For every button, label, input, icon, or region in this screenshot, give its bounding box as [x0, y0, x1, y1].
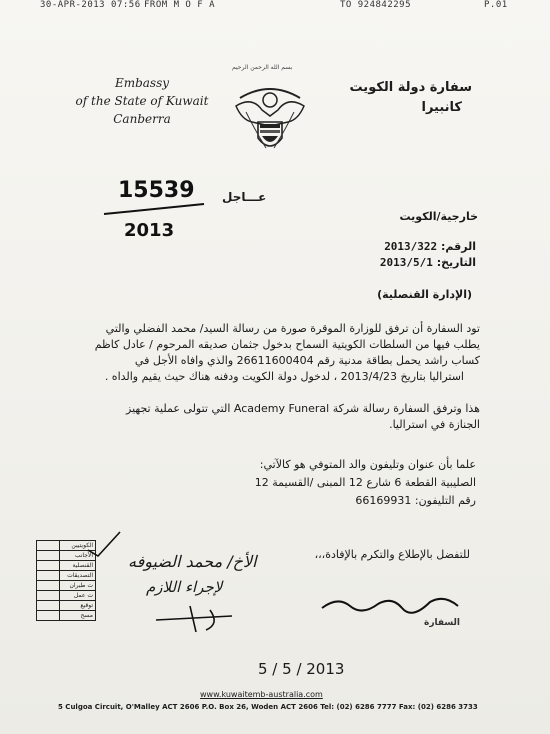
footer-address: 5 Culgoa Circuit, O'Malley ACT 2606 P.O. Box 26, Woden ACT 2606 Tel: (02) 6286 7777 Fax: (02) 6286 3733	[58, 703, 478, 711]
closing: للتفضل بالإطلاع والتكرم بالإفادة،،،	[314, 548, 470, 561]
routing-cell: التصديقات	[60, 571, 96, 581]
routing-cell: مسح	[60, 611, 96, 621]
handwritten-note-line2: لإجراء اللازم	[146, 578, 223, 596]
reference-number-label: الرقم:	[441, 240, 476, 253]
paragraph3-line3: رقم التليفون: 66169931	[355, 494, 476, 507]
handwritten-note-line1: الأخ/ محمد الضيوفه	[128, 552, 257, 571]
kuwait-emblem-icon	[232, 76, 308, 158]
routing-cell: ت طيران	[60, 581, 96, 591]
paragraph2-line1: هذا وترفق السفارة رسالة شركة Academy Funeral التي تتولى عملية تجهيز	[126, 402, 480, 415]
paragraph1-line4: استراليا بتاريخ 2013/4/23 ، لدخول دولة الكويت ودفنه هناك حيث يقيم والداه .	[104, 370, 464, 383]
routing-row	[37, 601, 96, 611]
fax-to: TO 924842295	[340, 0, 412, 10]
signature-text: السفارة	[424, 618, 460, 628]
routing-cell: القنصلية	[60, 561, 96, 571]
routing-row	[37, 571, 96, 581]
tick-mark-icon	[84, 528, 124, 558]
handwritten-bottom-date: 5 / 5 / 2013	[258, 660, 345, 678]
routing-row	[37, 581, 96, 591]
basmala: بسم الله الرحمن الرحيم	[232, 64, 293, 71]
letterhead-english-line1: Embassy	[114, 76, 170, 90]
fax-from: FROM M O F A	[144, 0, 216, 10]
urgent-label: عـــاجل	[222, 190, 267, 204]
handwritten-number-bottom: 2013	[124, 220, 175, 241]
reference-date	[380, 256, 476, 269]
routing-row	[37, 611, 96, 621]
addressee: خارجية/الكويت	[399, 210, 478, 223]
fax-date-time: 30-APR-2013 07:56	[40, 0, 141, 10]
letterhead-english-line3: Canberra	[113, 112, 171, 126]
letterhead-arabic-line1: سفارة دولة الكويت	[349, 80, 472, 95]
paragraph3-line1: علما بأن عنوان وتليفون والد المتوفي هو كالآتي:	[259, 458, 476, 471]
routing-cell: الأجانب	[60, 551, 96, 561]
routing-row	[37, 561, 96, 571]
handwritten-underline	[100, 200, 210, 220]
routing-cell: الكويتيين	[60, 541, 96, 551]
signature-scribble	[318, 590, 468, 618]
reference-number-value: 2013/322	[384, 240, 438, 253]
routing-cell: توقيع	[60, 601, 96, 611]
letterhead-arabic-line2: كانبيرا	[421, 100, 462, 115]
reference-date-value: 2013/5/1	[379, 256, 433, 269]
handwritten-initials	[150, 602, 240, 636]
fax-page: P.01	[484, 0, 508, 10]
department: (الإدارة القنصلية)	[377, 288, 472, 301]
routing-row	[37, 591, 96, 601]
paragraph1-line2: يطلب فيها من السلطات الكويتية السماح بدخول جثمان صديقه المرحوم / عادل كاظم	[94, 338, 480, 351]
paragraph1-line3: كساب راشد يحمل بطاقة مدنية رقم 26611600404 والذي وافاه الأجل في	[134, 354, 480, 367]
footer-url[interactable]: www.kuwaitemb-australia.com	[200, 690, 323, 699]
paragraph1-line1: تود السفارة أن ترفق للوزارة الموقرة صورة من رسالة السيد/ محمد الفضلي والتي	[105, 322, 480, 335]
handwritten-number-top: 15539	[118, 178, 195, 203]
letterhead-arabic	[350, 78, 472, 118]
reference-date-label: التاريخ:	[436, 256, 476, 269]
letterhead-english-line2: of the State of Kuwait	[75, 94, 209, 108]
paragraph3-line2: الصليبية القطعة 6 شارع 12 المبنى /القسيمة 12	[254, 476, 476, 489]
reference-number	[384, 240, 476, 253]
routing-cell: ت عمل	[60, 591, 96, 601]
paragraph2-line2: الجنازة في استراليا.	[389, 418, 480, 431]
letterhead-english	[72, 74, 212, 128]
